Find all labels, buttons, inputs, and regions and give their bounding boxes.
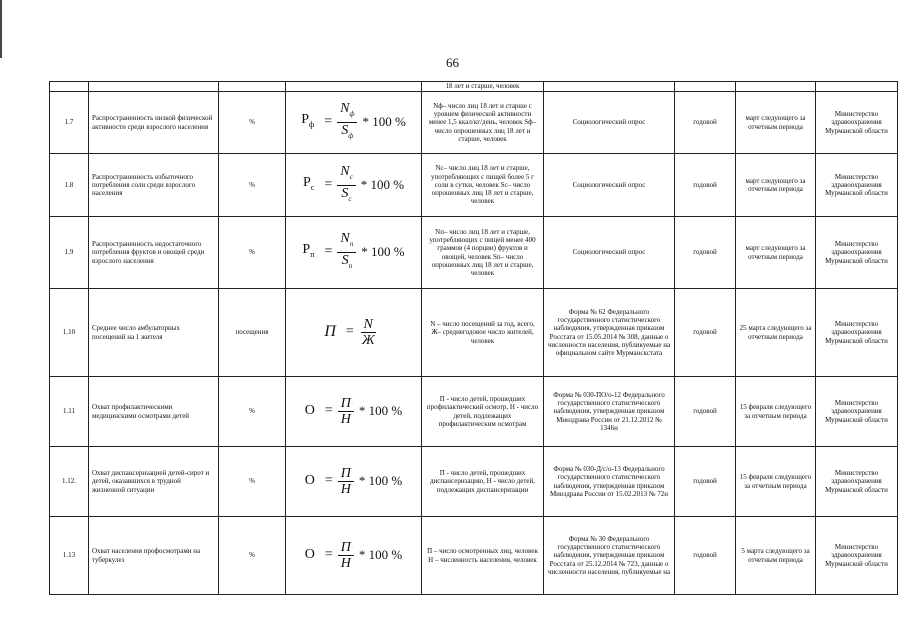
table-row	[50, 82, 898, 92]
responsible: Министерство здравоохранения Мурманской области	[816, 447, 898, 517]
indicators-table	[49, 81, 898, 595]
data-source: Форма № 030-Д/с/о-13 Федерального государственного статистического наблюдения, утвержденная приказом Минздрава России от 15.02.2013 № 72н	[544, 447, 675, 517]
indicator-name: Охват диспансеризацией детей-сирот и детей, оказавшихся в трудной жизненной ситуации	[89, 447, 219, 517]
row-number: 1.9	[50, 217, 89, 289]
indicator-name: Распространенность недостаточного потребления фруктов и овощей среди взрослого населения	[89, 217, 219, 289]
definition-cell: Nп– число лиц 18 лет и старше, употребляющих с пищей менее 400 граммов (4 порции) фруктов и овощей, человек Sп– число опрошенных лиц 18 лет и старше, человек	[422, 217, 544, 289]
row-number: 1.12.	[50, 447, 89, 517]
deadline: март следующего за отчетным периода	[736, 217, 816, 289]
periodicity: годовой	[675, 447, 736, 517]
table-row	[50, 377, 898, 447]
responsible: Министерство здравоохранения Мурманской области	[816, 217, 898, 289]
page-number: 66	[446, 55, 459, 70]
deadline: март следующего за отчетным периода	[736, 92, 816, 154]
definition-cell: П - число детей, прошедших диспансеризацию, Н - число детей, подлежащих диспансеризации	[422, 447, 544, 517]
formula: $Р_ф$ = $\frac{N_ф}{S_ф}$ * 100 %	[286, 92, 422, 154]
table-row	[50, 447, 898, 517]
deadline: 15 февраля следующего за отчетным периода	[736, 377, 816, 447]
indicator-name: Распространенность низкой физической активности среди взрослого населения	[89, 92, 219, 154]
unit: %	[219, 377, 286, 447]
periodicity: годовой	[675, 517, 736, 595]
indicator-name: Среднее число амбулаторных посещений на 1 жителя	[89, 289, 219, 377]
responsible: Министерство здравоохранения Мурманской области	[816, 377, 898, 447]
data-source: Форма № 62 Федерального государственного статистического наблюдения, утвержденная приказом Росстата от 15.05.2014 № 308, данные о численности населения, публикуемые на официальном сайте Мурманскстата	[544, 289, 675, 377]
formula: О = $\frac{П}{Н}$ * 100 %	[286, 377, 422, 447]
responsible: Министерство здравоохранения Мурманской области	[816, 517, 898, 595]
deadline: март следующего за отчетным периода	[736, 154, 816, 217]
table-row	[50, 517, 898, 595]
definition-cell: 18 лет и старше, человек	[422, 82, 544, 92]
indicator-name: Охват профилактическими медицинскими осмотрами детей	[89, 377, 219, 447]
formula: О = $\frac{П}{Н}$ * 100 %	[286, 517, 422, 595]
formula: $Р_с$ = $\frac{N_с}{S_с}$ * 100 %	[286, 154, 422, 217]
responsible: Министерство здравоохранения Мурманской области	[816, 289, 898, 377]
unit: %	[219, 517, 286, 595]
formula: О = $\frac{П}{Н}$ * 100 %	[286, 447, 422, 517]
data-source: Форма № 30 Федерального государственного статистического наблюдения, утвержденная приказом Росстата от 25.12.2014 № 723, данные о численности населения, публикуемые на	[544, 517, 675, 595]
data-source: Форма № 030-ПО/о-12 Федерального государственного статистического наблюдения, утвержденная приказом Минздрава России от 21.12.2012 № 1346н	[544, 377, 675, 447]
responsible: Министерство здравоохранения Мурманской области	[816, 154, 898, 217]
unit: посещения	[219, 289, 286, 377]
definition-cell: Nс– число лиц 18 лет и старше, употребляющих с пищей более 5 г соли в сутки, человек Sс– число опрошенных лиц 18 лет и старше, человек	[422, 154, 544, 217]
definition-cell: N – число посещений за год, всего, Ж– среднегодовое число жителей, человек	[422, 289, 544, 377]
table-row	[50, 154, 898, 217]
table-row	[50, 289, 898, 377]
indicator-name: Распространенность избыточного потребления соли среди взрослого населения	[89, 154, 219, 217]
table-row	[50, 92, 898, 154]
row-number: 1.10	[50, 289, 89, 377]
unit: %	[219, 447, 286, 517]
indicator-name: Охват населения профосмотрами на туберкулез	[89, 517, 219, 595]
deadline: 25 марта следующего за отчетным периода	[736, 289, 816, 377]
definition-cell: П - число детей, прошедших профилактический осмотр, Н - число детей, подлежащих профилактическим осмотрам	[422, 377, 544, 447]
formula: $Р_п$ = $\frac{N_п}{S_п}$ * 100 %	[286, 217, 422, 289]
definition-cell: Nф– число лиц 18 лет и старше с уровнем физической активности менее 1,5 ккал/кг/день, человек Sф– число опрошенных лиц 18 лет и старше, человек	[422, 92, 544, 154]
row-number: 1.11	[50, 377, 89, 447]
periodicity: годовой	[675, 377, 736, 447]
deadline: 15 февраля следующего за отчетным периода	[736, 447, 816, 517]
unit: %	[219, 92, 286, 154]
row-number: 1.8	[50, 154, 89, 217]
row-number: 1.7	[50, 92, 89, 154]
data-source: Социологический опрос	[544, 217, 675, 289]
unit: %	[219, 217, 286, 289]
row-number: 1.13	[50, 517, 89, 595]
periodicity: годовой	[675, 217, 736, 289]
deadline: 5 марта следующего за отчетным периода	[736, 517, 816, 595]
responsible: Министерство здравоохранения Мурманской области	[816, 92, 898, 154]
periodicity: годовой	[675, 289, 736, 377]
data-source: Социологический опрос	[544, 154, 675, 217]
scan-edge-artifact	[0, 0, 2, 58]
periodicity: годовой	[675, 92, 736, 154]
data-source: Социологический опрос	[544, 92, 675, 154]
formula: П = $\frac{N}{Ж}$	[286, 289, 422, 377]
definition-cell: П – число осмотренных лиц, человек Н – численность населения, человек	[422, 517, 544, 595]
table-row	[50, 217, 898, 289]
unit: %	[219, 154, 286, 217]
periodicity: годовой	[675, 154, 736, 217]
